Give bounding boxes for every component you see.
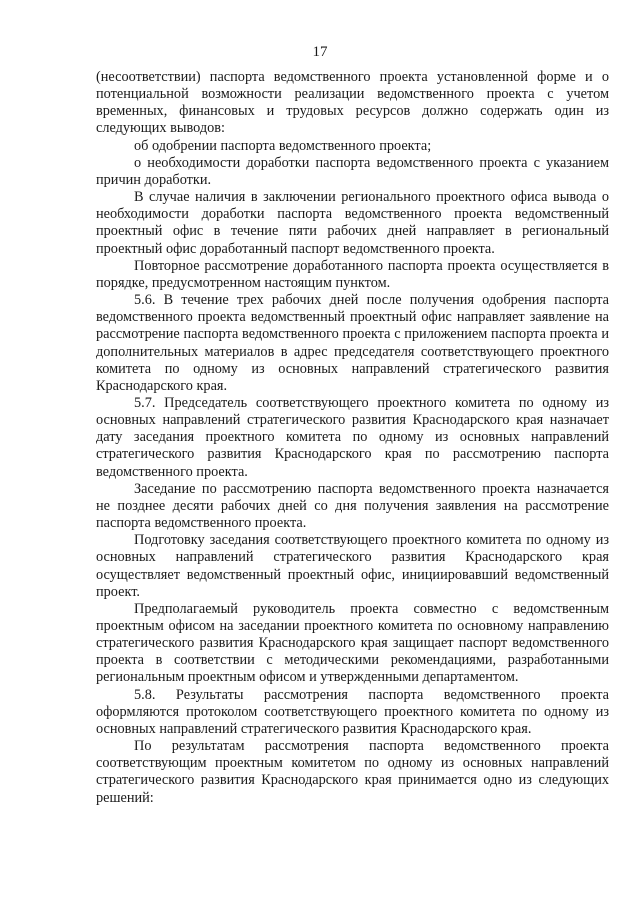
paragraph: 5.8. Результаты рассмотрения паспорта ведомственного проекта оформляются протоколом соответствующего проектного комитета по одному из основных направлений стратегического развития Краснодарского края. [96, 686, 609, 737]
paragraph: 5.6. В течение трех рабочих дней после получения одобрения паспорта ведомственного проекта ведомственный проектный офис направляет заявление на рассмотрение паспорта ведомственного проекта с приложением паспорта проекта и дополнительных материалов в адрес председателя соответствующего проектного комитета по одному из основных направлений стратегического развития Краснодарского края. [96, 292, 609, 394]
paragraph: (несоответствии) паспорта ведомственного проекта установленной форме и о потенциальной возможности реализации ведомственного проекта с учетом временных, финансовых и трудовых ресурсов должно содержать один из следующих выводов: [96, 69, 609, 137]
paragraph: Заседание по рассмотрению паспорта ведомственного проекта назначается не позднее десяти рабочих дней со дня получения заявления на рассмотрение паспорта ведомственного проекта. [96, 480, 609, 532]
paragraph: Повторное рассмотрение доработанного паспорта проекта осуществляется в порядке, предусмотренном настоящим пунктом. [96, 257, 609, 291]
page-number: 17 [312, 44, 328, 60]
paragraph: об одобрении паспорта ведомственного проекта; [134, 137, 432, 154]
paragraph: 5.7. Председатель соответствующего проектного комитета по одному из основных направлений стратегического развития Краснодарского края назначает дату заседания проектного комитета по одному из основных направлений стратегического развития Краснодарского края по рассмотрению паспорта ведомственного проекта. [96, 394, 609, 480]
paragraph: В случае наличия в заключении регионального проектного офиса вывода о необходимости доработки паспорта ведомственного проекта ведомственный проектный офис в течение пяти рабочих дней направляет в региональный проектный офис доработанный паспорт ведомственного проекта. [96, 189, 609, 257]
paragraph: о необходимости доработки паспорта ведомственного проекта с указанием причин доработки. [96, 154, 609, 188]
paragraph: Подготовку заседания соответствующего проектного комитета по одному из основных направлений стратегического развития Краснодарского края осуществляет ведомственный проектный офис, инициировавший ведомственный проект. [96, 532, 609, 600]
document-body [96, 69, 609, 807]
paragraph: Предполагаемый руководитель проекта совместно с ведомственным проектным офисом на заседании проектного комитета по основному направлению стратегического развития Краснодарского края защищает паспорт ведомственного проекта в соответствии с методическими рекомендациями, разработанными региональным проектным офисом и утвержденными департаментом. [96, 600, 609, 686]
paragraph: По результатам рассмотрения паспорта ведомственного проекта соответствующим проектным комитетом по одному из основных направлений стратегического развития Краснодарского края принимается одно из следующих решений: [96, 738, 609, 806]
